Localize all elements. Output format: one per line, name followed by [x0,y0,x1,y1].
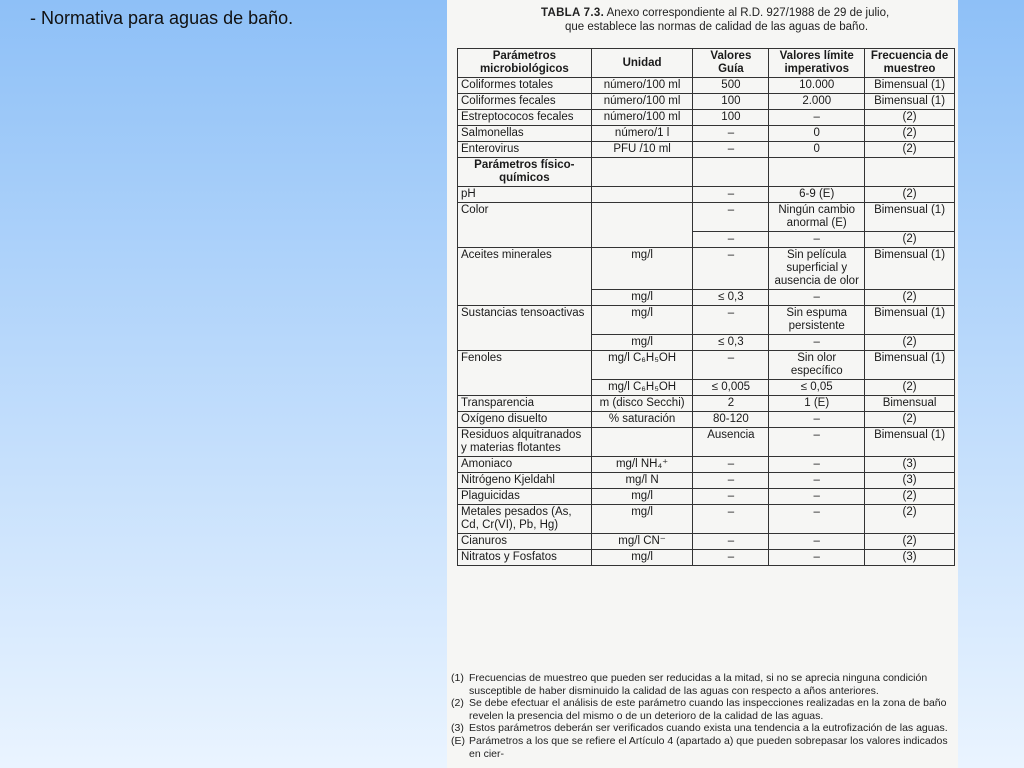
cell-param: Metales pesados (As, Cd, Cr(VI), Pb, Hg) [458,505,592,534]
cell-unit: mg/l [591,248,693,290]
table-row [458,489,955,505]
cell-freq: (2) [865,187,955,203]
cell-unit: número/100 ml [591,78,693,94]
cell-unit: mg/l N [591,473,693,489]
footnote-text: Parámetros a los que se refiere el Artículo 4 (apartado a) que pueden sobrepasar los valores indicados en cier- [469,734,948,760]
cell-guide: – [693,126,769,142]
cell-unit: mg/l [591,335,693,351]
footnote [451,672,958,697]
cell-guide: 2 [693,396,769,412]
table-row [458,534,955,550]
cell-freq: Bimensual [865,396,955,412]
table-row [458,78,955,94]
table-number: TABLA 7.3. [541,7,605,19]
cell-unit: número/1 l [591,126,693,142]
section-header-row [458,158,955,187]
footnote-mark: (1) [451,672,464,684]
cell-limit: Sin película superficial y ausencia de olor [769,248,865,290]
cell-param: Salmonellas [458,126,592,142]
cell-freq: (2) [865,110,955,126]
table-footnotes [451,672,958,760]
cell-limit: ≤ 0,05 [769,380,865,396]
cell-guide: – [693,187,769,203]
cell-freq: (2) [865,505,955,534]
cell-param: Enterovirus [458,142,592,158]
table-row [458,110,955,126]
cell-freq: Bimensual (1) [865,94,955,110]
cell-param: Coliformes totales [458,78,592,94]
cell-guide: – [693,142,769,158]
footnote-mark: (E) [451,734,465,747]
cell-guide: – [693,489,769,505]
cell-param: Residuos alquitranados y materias flotantes [458,428,592,457]
cell-unit: mg/l [591,306,693,335]
cell-unit: PFU /10 ml [591,142,693,158]
cell-unit: mg/l CN⁻ [591,534,693,550]
cell-limit: 0 [769,126,865,142]
table-row [458,142,955,158]
cell-unit: mg/l C₆H₅OH [591,351,693,380]
footnote-text: Se debe efectuar el análisis de este parámetro cuando las inspecciones realizadas en la zona de baño revelen la presencia del mismo o de un deterioro de la calidad de las aguas. [469,697,947,722]
cell-freq: Bimensual (1) [865,203,955,232]
cell-freq: (2) [865,142,955,158]
scanned-table-image [447,0,958,768]
header-row [458,49,955,78]
cell-limit: – [769,232,865,248]
cell-guide: – [693,505,769,534]
header-unidad: Unidad [591,49,693,78]
cell-limit: 6-9 (E) [769,187,865,203]
footnote-text: Estos parámetros deberán ser verificados cuando exista una tendencia a la eutrofización de las aguas. [469,722,948,735]
cell-freq: (2) [865,489,955,505]
cell-unit: mg/l [591,550,693,566]
section-fisico-quimicos: Parámetros físico-químicos [458,158,592,187]
cell-limit: – [769,550,865,566]
cell-freq: Bimensual (1) [865,248,955,290]
cell-unit [591,187,693,203]
header-valores-guia: Valores Guía [693,49,769,78]
table-row [458,187,955,203]
cell-unit [591,203,693,248]
table-row [458,505,955,534]
cell-param: Oxígeno disuelto [458,412,592,428]
cell-limit: – [769,428,865,457]
cell-guide: – [693,248,769,290]
cell-param: Plaguicidas [458,489,592,505]
cell-limit: Sin espuma persistente [769,306,865,335]
cell-limit: 10.000 [769,78,865,94]
table-row [458,306,955,335]
cell-param: Nitratos y Fosfatos [458,550,592,566]
table-row [458,428,955,457]
cell-freq: (2) [865,534,955,550]
footnote-mark: (2) [451,697,464,710]
cell-unit: mg/l [591,489,693,505]
footnote-mark: (3) [451,722,464,735]
cell-unit [591,428,693,457]
cell-limit: Ningún cambio anormal (E) [769,203,865,232]
cell-freq: Bimensual (1) [865,428,955,457]
cell-guide: – [693,306,769,335]
cell-param: Color [458,203,592,248]
cell-limit: – [769,335,865,351]
cell-limit: – [769,290,865,306]
cell-unit: mg/l [591,505,693,534]
cell-param: pH [458,187,592,203]
cell-param: Cianuros [458,534,592,550]
caption-line-1: Anexo correspondiente al R.D. 927/1988 de 29 de julio, [606,7,890,19]
slide-title: - Normativa para aguas de baño. [30,8,294,28]
cell-limit: – [769,534,865,550]
cell-limit: – [769,473,865,489]
header-frecuencia: Frecuencia de muestreo [865,49,955,78]
cell-freq: Bimensual (1) [865,306,955,335]
cell-guide: 100 [693,110,769,126]
cell-guide: – [693,232,769,248]
table-row [458,457,955,473]
cell-limit: – [769,489,865,505]
cell-guide: – [693,457,769,473]
cell-unit: % saturación [591,412,693,428]
cell-guide: – [693,473,769,489]
table-row [458,412,955,428]
cell-limit: 1 (E) [769,396,865,412]
cell-param: Coliformes fecales [458,94,592,110]
table-row [458,351,955,380]
header-valores-limite: Valores límite imperativos [769,49,865,78]
cell-guide: – [693,534,769,550]
cell-guide: ≤ 0,3 [693,335,769,351]
bathing-water-standards-table [457,48,955,566]
cell-param: Aceites minerales [458,248,592,306]
footnote-text: Frecuencias de muestreo que pueden ser reducidas a la mitad, si no se aprecia ninguna condición susceptible de haber disminuido la calidad de las aguas con respecto a años anteriores. [469,672,928,697]
table-row [458,203,955,232]
cell-limit: – [769,412,865,428]
cell-freq: (2) [865,412,955,428]
cell-unit: número/100 ml [591,94,693,110]
cell-param: Amoniaco [458,457,592,473]
cell-guide: ≤ 0,005 [693,380,769,396]
cell-freq: (2) [865,290,955,306]
cell-param: Nitrógeno Kjeldahl [458,473,592,489]
cell-guide: – [693,550,769,566]
cell-param: Estreptococos fecales [458,110,592,126]
cell-freq: (3) [865,473,955,489]
table-caption [541,6,941,34]
cell-limit: – [769,457,865,473]
cell-freq: (2) [865,380,955,396]
table-row [458,126,955,142]
cell-freq: (2) [865,126,955,142]
cell-freq: (3) [865,457,955,473]
table-row [458,473,955,489]
cell-guide: – [693,351,769,380]
table-row [458,94,955,110]
cell-unit: mg/l C₆H₅OH [591,380,693,396]
cell-param: Sustancias tensoactivas [458,306,592,351]
cell-unit: mg/l NH₄⁺ [591,457,693,473]
cell-freq: (3) [865,550,955,566]
table-row [458,396,955,412]
cell-limit: 2.000 [769,94,865,110]
cell-param: Fenoles [458,351,592,396]
cell-param: Transparencia [458,396,592,412]
cell-guide: – [693,203,769,232]
cell-guide: Ausencia [693,428,769,457]
header-parametros: Parámetros microbiológicos [458,49,592,78]
cell-freq: Bimensual (1) [865,351,955,380]
cell-unit: m (disco Secchi) [591,396,693,412]
cell-guide: ≤ 0,3 [693,290,769,306]
caption-line-2: que establece las normas de calidad de las aguas de baño. [565,21,869,33]
cell-limit: 0 [769,142,865,158]
cell-unit: número/100 ml [591,110,693,126]
cell-unit: mg/l [591,290,693,306]
footnote [451,735,958,760]
cell-guide: 500 [693,78,769,94]
table-row [458,550,955,566]
cell-freq: (2) [865,232,955,248]
cell-guide: 80-120 [693,412,769,428]
cell-limit: – [769,110,865,126]
footnote [451,722,958,735]
cell-guide: 100 [693,94,769,110]
cell-freq: Bimensual (1) [865,78,955,94]
cell-limit: Sin olor específico [769,351,865,380]
cell-limit: – [769,505,865,534]
cell-freq: (2) [865,335,955,351]
table-row [458,248,955,290]
footnote [451,697,958,722]
